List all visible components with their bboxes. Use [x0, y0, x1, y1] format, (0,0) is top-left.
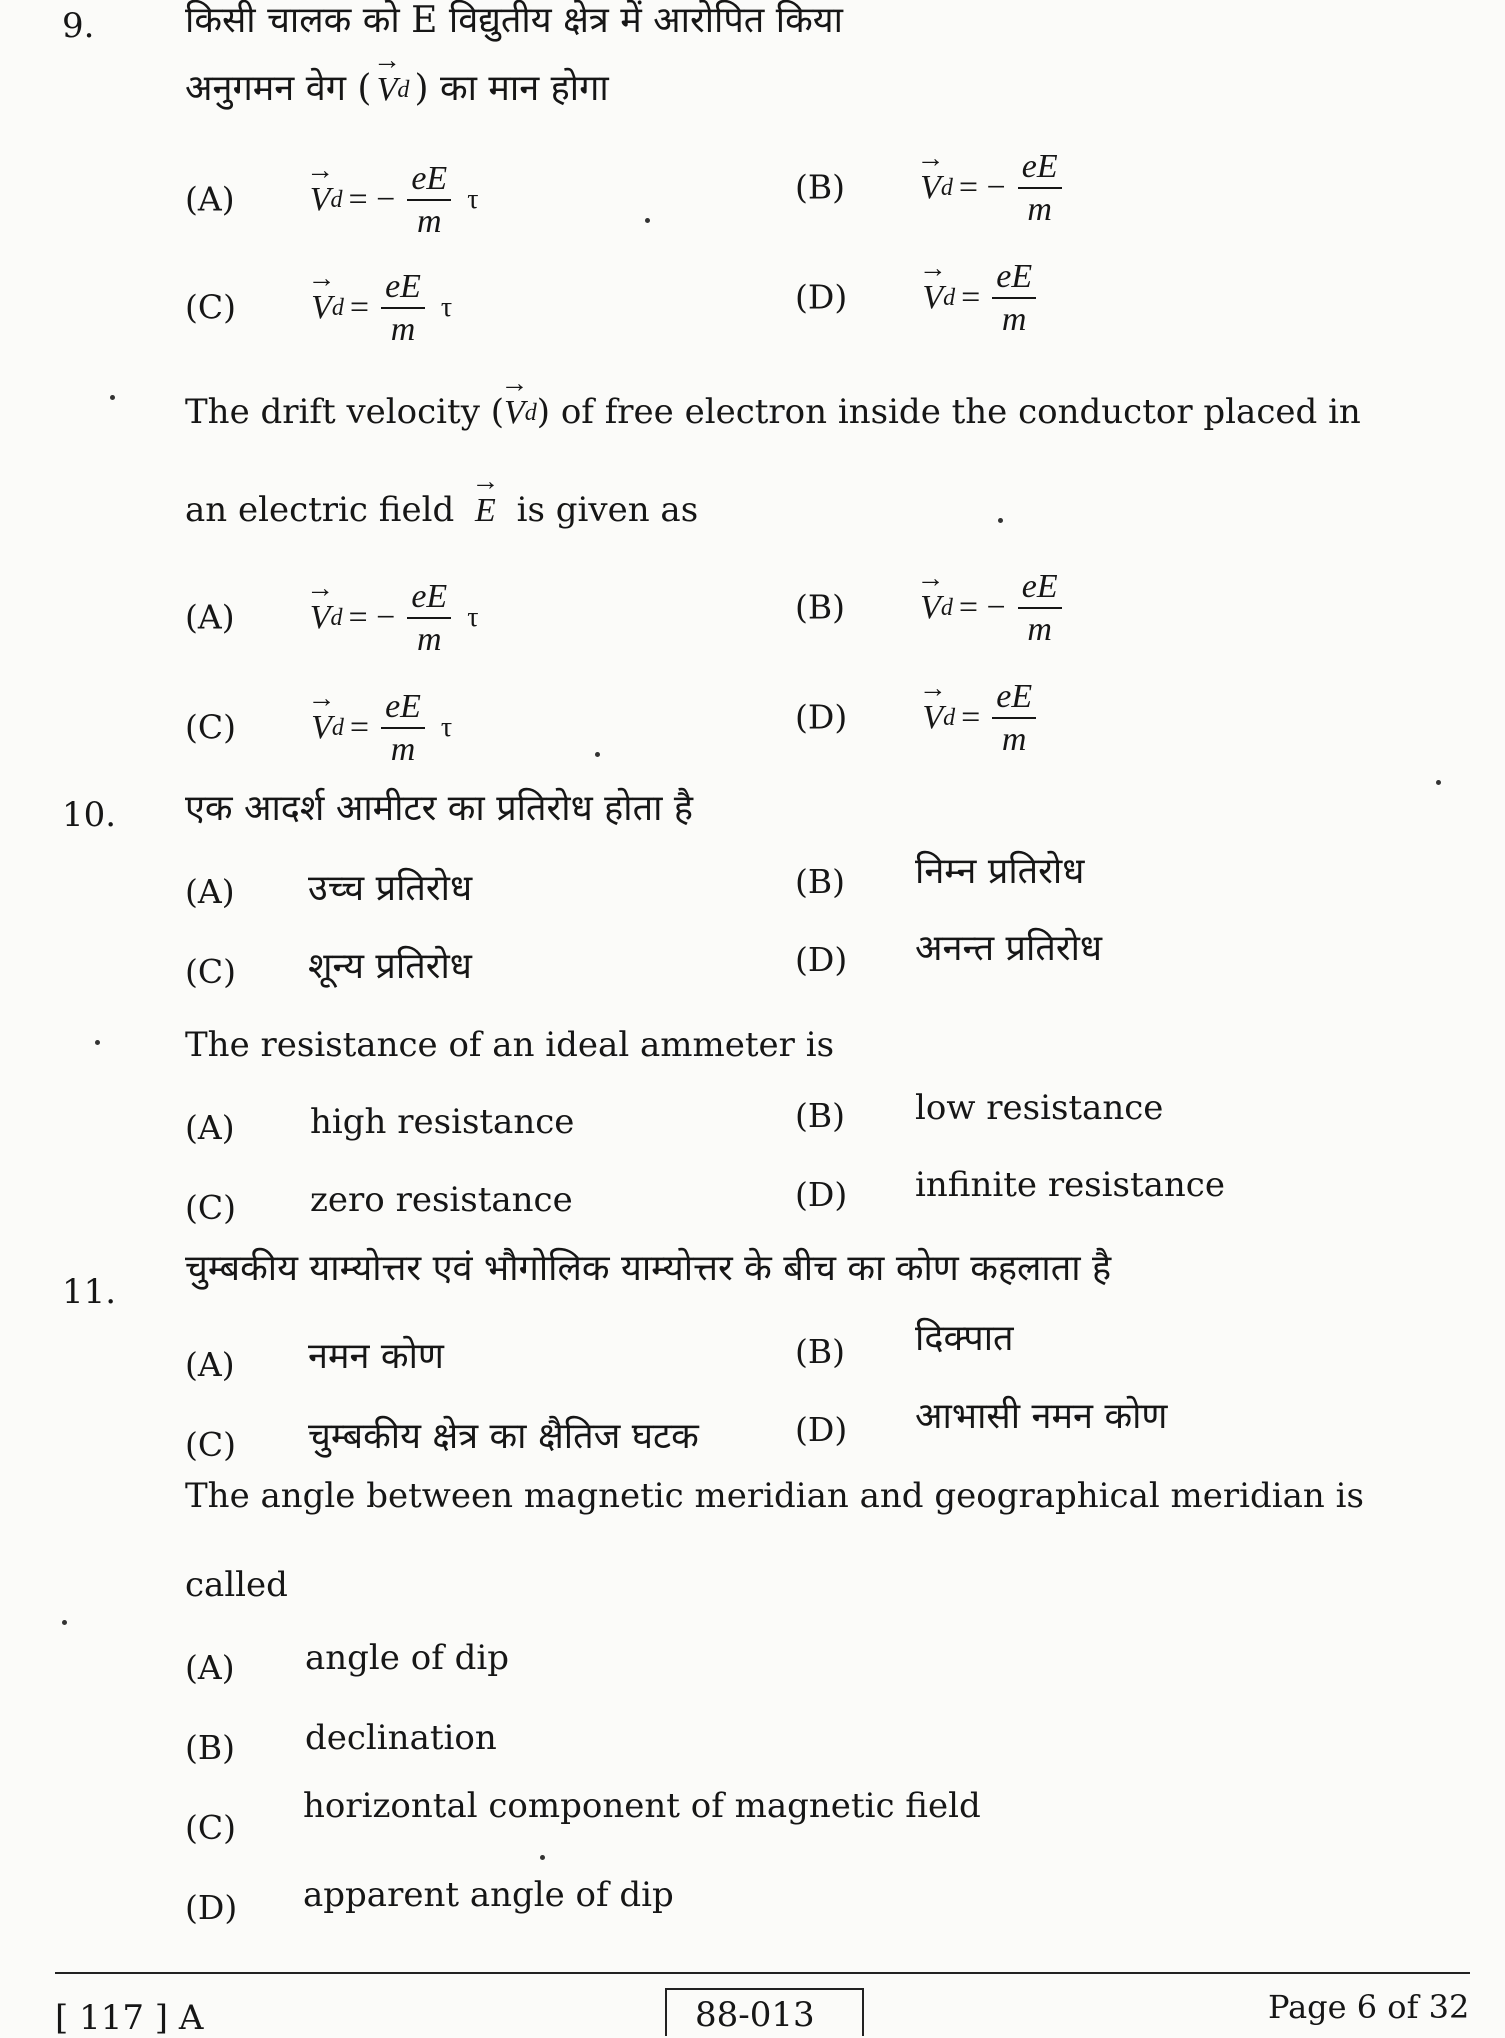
- q10-english-option-d-text: infinite resistance: [915, 1165, 1225, 1205]
- formula: [311, 688, 452, 769]
- fraction-numerator: eE: [992, 258, 1036, 299]
- drift-velocity-symbol: → V d: [377, 71, 410, 109]
- q11-hindi-option-d-text: आभासी नमन कोण: [915, 1396, 1168, 1437]
- question-9-hindi-line-2-post: ) का मान होगा: [414, 68, 609, 109]
- question-10-number: 10.: [62, 795, 117, 835]
- q9-english-option-a: [185, 578, 478, 659]
- formula: [920, 568, 1068, 649]
- q10-english-option-b-label: (B): [795, 1096, 845, 1135]
- formula-tail: τ: [440, 712, 453, 744]
- option-label: (B): [795, 587, 845, 627]
- formula: [922, 258, 1042, 339]
- q11-english-option-b-text: declination: [305, 1718, 497, 1758]
- scan-speck: [110, 395, 115, 400]
- q10-english-option-d-label: (D): [795, 1175, 848, 1214]
- fraction: [381, 268, 425, 349]
- scan-speck: [95, 1040, 100, 1045]
- q11-hindi-option-a-text: नमन कोण: [308, 1336, 444, 1377]
- option-label: (A): [185, 597, 235, 637]
- question-9-hindi-line-2: [185, 62, 609, 111]
- formula-lhs: → V: [311, 709, 332, 747]
- question-9-hindi-line-2-pre: अनुगमन वेग (: [185, 68, 372, 109]
- question-10-english: The resistance of an ideal ammeter is: [185, 1025, 835, 1065]
- fraction-numerator: eE: [407, 160, 451, 201]
- q9-hindi-option-b: [795, 148, 1068, 229]
- formula-sub: d: [330, 186, 343, 213]
- q9-english-option-c: [185, 688, 452, 769]
- q10-english-option-b-text: low resistance: [915, 1088, 1164, 1128]
- fraction: [1018, 148, 1062, 229]
- option-label: (D): [795, 277, 848, 317]
- formula-sub: d: [943, 704, 956, 731]
- formula-operator: = −: [958, 589, 1006, 627]
- fraction-denominator: m: [390, 731, 416, 769]
- q11-english-option-d-label: (D): [185, 1888, 238, 1927]
- formula-lhs: → V: [922, 699, 943, 737]
- formula: [310, 160, 479, 241]
- option-label: (B): [795, 167, 845, 207]
- scan-speck: [62, 1620, 67, 1625]
- formula-operator: =: [961, 279, 981, 317]
- formula-lhs: → V: [310, 181, 331, 219]
- question-11-number: 11.: [62, 1272, 117, 1312]
- q10-english-option-a-text: high resistance: [310, 1102, 575, 1142]
- q11-hindi-option-c-text: चुम्बकीय क्षेत्र का क्षैतिज घटक: [308, 1416, 699, 1457]
- q11-english-option-d-text: apparent angle of dip: [303, 1875, 674, 1915]
- q10-hindi-option-c-label: (C): [185, 952, 236, 991]
- formula-tail: τ: [467, 184, 479, 216]
- question-9-english-line-1: [185, 392, 1361, 432]
- q11-hindi-option-b-label: (B): [795, 1332, 845, 1371]
- q11-hindi-option-c-label: (C): [185, 1425, 236, 1464]
- fraction: [992, 258, 1036, 339]
- option-label: (C): [185, 287, 236, 327]
- footer-code: [ 117 ] A: [55, 1998, 204, 2038]
- fraction-denominator: m: [416, 621, 442, 659]
- q10-hindi-option-a-label: (A): [185, 872, 235, 911]
- q11-hindi-option-a-label: (A): [185, 1345, 235, 1384]
- question-9-english-line-2: [185, 490, 698, 530]
- formula-operator: = −: [958, 169, 1006, 207]
- fraction-numerator: eE: [381, 688, 425, 729]
- fraction-denominator: m: [1027, 191, 1052, 229]
- question-9-hindi-line-1: किसी चालक को E विद्युतीय क्षेत्र में आरोपित किया: [185, 0, 843, 41]
- q11-english-option-c-text: horizontal component of magnetic field: [303, 1786, 981, 1826]
- formula-sub: d: [331, 714, 344, 741]
- scan-speck: [540, 1855, 545, 1860]
- formula: [920, 148, 1068, 229]
- formula-lhs: → V: [920, 169, 941, 207]
- scan-speck: [1436, 780, 1441, 785]
- formula-operator: = −: [348, 599, 396, 637]
- fraction: [992, 678, 1036, 759]
- fraction-denominator: m: [1001, 301, 1027, 339]
- q9-hindi-option-a: [185, 160, 478, 241]
- fraction-numerator: eE: [407, 578, 451, 619]
- fraction-numerator: eE: [381, 268, 425, 309]
- q10-hindi-option-a-text: उच्च प्रतिरोध: [308, 868, 473, 909]
- q11-hindi-option-d-label: (D): [795, 1410, 848, 1449]
- q11-english-option-a-label: (A): [185, 1648, 235, 1687]
- english-line-1-pre: The drift velocity (: [185, 392, 504, 432]
- formula-operator: =: [349, 709, 370, 747]
- english-line-2-post: is given as: [516, 490, 699, 530]
- q9-hindi-option-c: [185, 268, 452, 349]
- formula-sub: d: [940, 174, 953, 201]
- question-11-english-line-1: The angle between magnetic meridian and geographical meridian is: [185, 1476, 1364, 1516]
- formula-lhs: → V: [920, 589, 941, 627]
- scan-speck: [998, 518, 1003, 523]
- q10-hindi-option-c-text: शून्य प्रतिरोध: [308, 946, 472, 987]
- q9-english-option-b: [795, 568, 1068, 649]
- drift-velocity-symbol: → V d: [504, 394, 537, 432]
- fraction-denominator: m: [416, 203, 442, 241]
- q10-english-option-c-text: zero resistance: [310, 1180, 573, 1220]
- formula-tail: τ: [440, 292, 453, 324]
- fraction-numerator: eE: [1018, 568, 1062, 609]
- footer-page-number: Page 6 of 32: [1268, 1988, 1470, 2026]
- formula: [922, 678, 1042, 759]
- fraction-numerator: eE: [992, 678, 1036, 719]
- q10-hindi-option-b-label: (B): [795, 862, 845, 901]
- fraction-denominator: m: [390, 311, 416, 349]
- question-11-hindi: चुम्बकीय याम्योत्तर एवं भौगोलिक याम्योत्तर के बीच का कोण कहलाता है: [185, 1248, 1112, 1289]
- q10-hindi-option-b-text: निम्न प्रतिरोध: [915, 851, 1085, 892]
- footer-paper-number: 88-013: [695, 1995, 815, 2035]
- question-10-hindi: एक आदर्श आमीटर का प्रतिरोध होता है: [185, 788, 694, 829]
- fraction: [1018, 568, 1062, 649]
- q9-english-option-d: [795, 678, 1042, 759]
- formula-lhs: → V: [310, 599, 331, 637]
- footer-rule: [55, 1972, 1470, 1974]
- formula-sub: d: [943, 284, 956, 311]
- q10-english-option-c-label: (C): [185, 1188, 236, 1227]
- q11-english-option-c-label: (C): [185, 1808, 236, 1847]
- fraction: [407, 160, 451, 241]
- formula-sub: d: [940, 594, 953, 621]
- electric-field-symbol: → E: [475, 492, 496, 530]
- english-line-2-pre: an electric field: [185, 490, 455, 530]
- fraction-denominator: m: [1027, 611, 1052, 649]
- fraction-numerator: eE: [1018, 148, 1062, 189]
- formula-tail: τ: [467, 602, 479, 634]
- formula-operator: = −: [348, 181, 396, 219]
- q11-hindi-option-b-text: दिक्पात: [915, 1318, 1014, 1359]
- formula-sub: d: [331, 294, 344, 321]
- q10-hindi-option-d-text: अनन्त प्रतिरोध: [915, 928, 1103, 969]
- q10-english-option-a-label: (A): [185, 1108, 235, 1147]
- option-label: (C): [185, 707, 236, 747]
- option-label: (A): [185, 179, 235, 219]
- q11-english-option-a-text: angle of dip: [305, 1638, 509, 1678]
- q9-hindi-option-d: [795, 258, 1042, 339]
- formula: [311, 268, 452, 349]
- question-11-english-line-2: called: [185, 1565, 288, 1605]
- fraction: [407, 578, 451, 659]
- q10-hindi-option-d-label: (D): [795, 940, 848, 979]
- question-9-number: 9.: [62, 6, 95, 46]
- scan-speck: [645, 218, 650, 223]
- q11-english-option-b-label: (B): [185, 1728, 235, 1767]
- formula-sub: d: [330, 604, 343, 631]
- english-line-1-post: ) of free electron inside the conductor placed in: [536, 392, 1361, 432]
- fraction-denominator: m: [1001, 721, 1027, 759]
- formula-operator: =: [349, 289, 370, 327]
- formula-operator: =: [961, 699, 981, 737]
- option-label: (D): [795, 697, 848, 737]
- formula: [310, 578, 479, 659]
- formula-lhs: → V: [922, 279, 943, 317]
- formula-lhs: → V: [311, 289, 332, 327]
- fraction: [381, 688, 425, 769]
- scan-speck: [595, 752, 600, 757]
